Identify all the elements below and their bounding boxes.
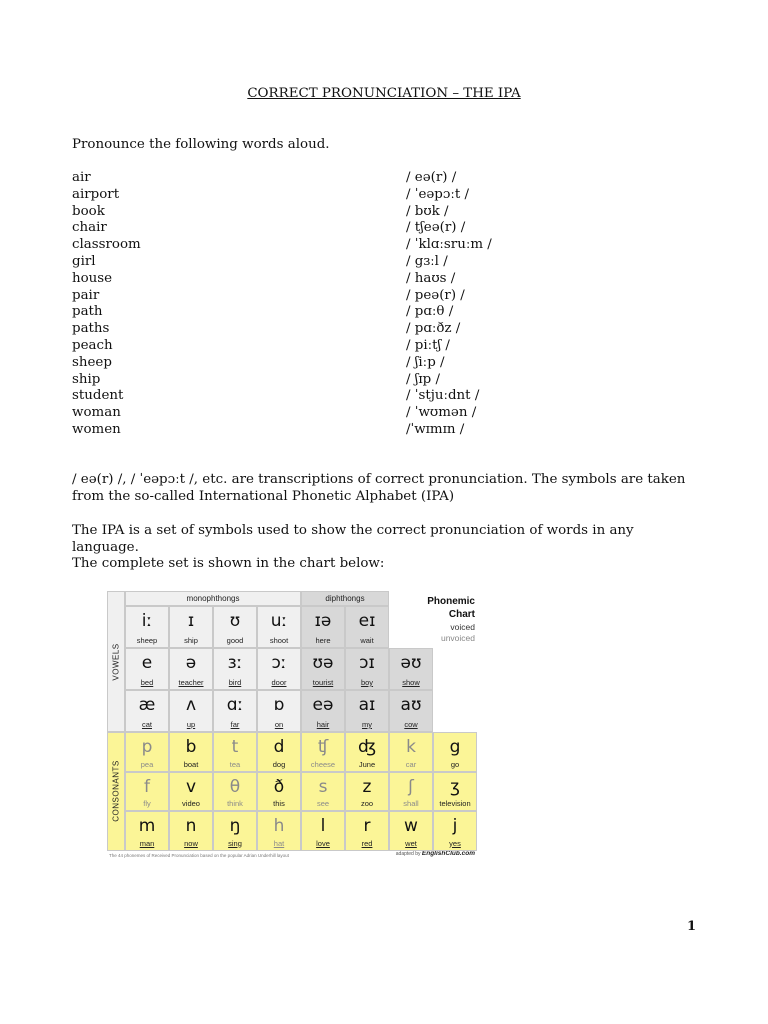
phoneme-cell: [213, 690, 257, 732]
phoneme-cell: [169, 690, 213, 732]
example-word: car: [405, 759, 417, 769]
word: path: [72, 304, 103, 320]
ipa-transcription: / piːtʃ /: [406, 337, 450, 353]
vowels-side-label: [107, 591, 125, 732]
example-word: show: [402, 678, 420, 687]
example-word: hat: [273, 838, 285, 848]
word: woman: [72, 405, 121, 421]
phoneme-symbol: eə: [312, 695, 334, 715]
header-diphthongs: diphthongs: [301, 591, 389, 606]
word-row: [72, 271, 492, 288]
phoneme-cell: [301, 811, 345, 851]
phoneme-cell: [125, 690, 169, 732]
phoneme-symbol: ʃ: [408, 776, 414, 797]
phoneme-symbol: ð: [273, 776, 285, 797]
example-word: teacher: [178, 678, 204, 687]
phoneme-cell: [301, 648, 345, 690]
phoneme-symbol: ɪ: [187, 611, 195, 631]
englishclub-logo: EnglishClub.com: [421, 850, 475, 857]
word-row: [72, 321, 492, 338]
phoneme-symbol: iː: [141, 611, 153, 631]
phoneme-cell: [433, 732, 477, 772]
phoneme-symbol: ɜː: [227, 653, 243, 673]
word-row: [72, 237, 492, 254]
phoneme-symbol: ʌ: [185, 695, 197, 715]
phoneme-symbol: ɒ: [273, 695, 285, 715]
phoneme-cell: [169, 732, 213, 772]
ipa-transcription: / gɜːl /: [406, 253, 448, 269]
phoneme-cell: [389, 732, 433, 772]
legend-title-line1: Phonemic: [427, 596, 475, 607]
ipa-transcription: / haʊs /: [406, 270, 456, 286]
word: student: [72, 388, 124, 404]
phoneme-symbol: h: [273, 816, 285, 836]
ipa-transcription: / peə(r) /: [406, 287, 465, 303]
phoneme-symbol: e: [141, 653, 153, 673]
phoneme-symbol: l: [320, 816, 326, 836]
example-word: wait: [360, 636, 374, 645]
phoneme-cell: [345, 648, 389, 690]
phonemic-chart: [107, 591, 479, 861]
phoneme-cell: [169, 772, 213, 812]
paragraph-ipa-definition: The IPA is a set of symbols used to show the correct pronunciation of words in any language.: [72, 523, 634, 555]
example-word: my: [362, 720, 372, 729]
legend-title-line2: Chart: [448, 609, 475, 620]
phoneme-cell: [125, 606, 169, 648]
chart-adapted-by: [396, 850, 475, 857]
example-word: think: [227, 799, 243, 808]
example-word: zoo: [360, 799, 374, 808]
example-word: go: [450, 759, 460, 769]
phoneme-cell: [125, 732, 169, 772]
phoneme-symbol: p: [141, 737, 153, 757]
phoneme-cell: [433, 772, 477, 812]
phoneme-symbol: ʒ: [450, 776, 460, 797]
word: peach: [72, 337, 113, 353]
example-word: red: [361, 838, 373, 848]
chart-credit: The 44 phonemes of Received Pronunciation based on the popular Adrian Underhill layout: [109, 853, 289, 858]
phoneme-symbol: b: [185, 737, 197, 757]
example-word: love: [316, 838, 330, 848]
consonants-side-label: [107, 732, 125, 851]
word-list: [72, 170, 492, 439]
ipa-transcription: / pɑːθ /: [406, 304, 454, 320]
ipa-transcription: / ˈwʊmən /: [406, 405, 477, 421]
phoneme-symbol: j: [452, 816, 458, 836]
phoneme-symbol: ʊ: [229, 611, 241, 631]
example-word: television: [439, 799, 471, 808]
phoneme-symbol: ɔɪ: [359, 653, 375, 673]
word-row: [72, 170, 492, 187]
phoneme-symbol: d: [273, 737, 285, 757]
phoneme-cell: [345, 606, 389, 648]
phoneme-symbol: m: [138, 816, 156, 836]
word-row: [72, 338, 492, 355]
example-word: sheep: [136, 636, 158, 645]
example-word: ship: [184, 636, 198, 645]
example-word: cat: [141, 720, 152, 729]
example-word: up: [186, 720, 196, 729]
word-row: [72, 304, 492, 321]
word: ship: [72, 371, 101, 387]
consonants-label-text: CONSONANTS: [111, 760, 121, 822]
ipa-transcription: / ˈstjuːdnt /: [406, 388, 480, 404]
ipa-transcription: / pɑːðz /: [406, 321, 461, 337]
phoneme-symbol: r: [363, 816, 371, 836]
word-row: [72, 254, 492, 271]
phoneme-cell: [433, 811, 477, 851]
phoneme-cell: [213, 648, 257, 690]
phoneme-symbol: n: [185, 816, 197, 836]
phoneme-symbol: f: [144, 776, 150, 797]
phoneme-symbol: g: [449, 737, 461, 757]
example-word: sing: [228, 838, 242, 848]
example-word: on: [274, 720, 284, 729]
phoneme-symbol: uː: [270, 611, 288, 631]
ipa-transcription: / bʊk /: [406, 203, 449, 219]
phoneme-symbol: z: [362, 776, 372, 797]
phoneme-cell: [389, 811, 433, 851]
word-row: [72, 288, 492, 305]
example-word: dog: [272, 759, 286, 769]
phoneme-symbol: s: [318, 776, 328, 797]
word: girl: [72, 253, 96, 269]
phoneme-cell: [213, 732, 257, 772]
word-row: [72, 422, 492, 439]
example-word: wet: [405, 838, 417, 848]
example-word: tea: [229, 759, 241, 769]
ipa-transcription: / ˈeəpɔːt /: [406, 186, 470, 202]
phoneme-symbol: eɪ: [358, 611, 376, 631]
phoneme-cell: [389, 772, 433, 812]
word-row: [72, 388, 492, 405]
phoneme-cell: [345, 732, 389, 772]
phoneme-symbol: ʧ: [317, 737, 329, 757]
phoneme-symbol: ɑː: [226, 695, 244, 715]
phoneme-cell: [125, 648, 169, 690]
phoneme-symbol: aɪ: [358, 695, 376, 715]
paragraph-chart-intro: The complete set is shown in the chart below:: [72, 556, 385, 571]
ipa-transcription: / ʃɪp /: [406, 371, 441, 387]
legend-unvoiced: unvoiced: [440, 633, 475, 643]
example-word: bird: [228, 678, 242, 687]
phoneme-symbol: əʊ: [400, 653, 422, 673]
phoneme-cell: [301, 690, 345, 732]
word: air: [72, 170, 91, 185]
example-word: boy: [360, 678, 374, 687]
ipa-transcription: / eə(r) /: [406, 170, 457, 185]
example-word: tourist: [312, 678, 334, 687]
phoneme-cell: [257, 606, 301, 648]
phoneme-cell: [345, 772, 389, 812]
phoneme-symbol: k: [406, 737, 416, 757]
phoneme-symbol: aʊ: [400, 695, 422, 715]
ipa-transcription: / tʃeə(r) /: [406, 220, 466, 236]
word: pair: [72, 287, 100, 303]
word: airport: [72, 186, 120, 202]
example-word: shoot: [269, 636, 289, 645]
example-word: hair: [316, 720, 330, 729]
word-row: [72, 405, 492, 422]
page-number: 1: [687, 919, 697, 934]
phoneme-cell: [169, 606, 213, 648]
phoneme-symbol: ɔː: [271, 653, 287, 673]
phoneme-cell: [213, 606, 257, 648]
word: book: [72, 203, 105, 219]
example-word: cheese: [310, 759, 336, 769]
phoneme-symbol: ŋ: [229, 816, 241, 836]
phoneme-symbol: v: [185, 776, 197, 797]
phoneme-symbol: æ: [138, 695, 156, 715]
legend-title: [427, 595, 475, 621]
phoneme-cell: [389, 648, 433, 690]
word: chair: [72, 220, 107, 236]
header-monophthongs: monophthongs: [125, 591, 301, 606]
example-word: video: [182, 799, 200, 808]
example-word: boat: [183, 759, 199, 769]
example-word: man: [139, 838, 155, 848]
word-row: [72, 204, 492, 221]
word: sheep: [72, 354, 112, 370]
phoneme-symbol: ə: [185, 653, 197, 673]
phoneme-cell: [257, 690, 301, 732]
example-word: now: [184, 838, 198, 848]
phoneme-cell: [345, 811, 389, 851]
phoneme-symbol: ʤ: [358, 737, 376, 757]
word: women: [72, 421, 121, 437]
phoneme-cell: [301, 606, 345, 648]
adapted-by-text: adapted by: [395, 851, 421, 857]
example-word: this: [273, 799, 285, 808]
example-word: pea: [140, 759, 154, 769]
phoneme-cell: [213, 811, 257, 851]
phoneme-cell: [257, 648, 301, 690]
phoneme-cell: [257, 732, 301, 772]
example-word: door: [271, 678, 287, 687]
phoneme-cell: [213, 772, 257, 812]
phoneme-symbol: ʊə: [312, 653, 334, 673]
phoneme-cell: [345, 690, 389, 732]
example-word: see: [316, 799, 330, 808]
phoneme-symbol: θ: [229, 776, 241, 797]
vowels-label-text: VOWELS: [111, 642, 121, 681]
word: classroom: [72, 237, 141, 253]
ipa-transcription: / ˈklɑːsruːm /: [406, 237, 492, 253]
example-word: yes: [449, 838, 461, 848]
phoneme-symbol: w: [404, 816, 418, 836]
legend-voiced: voiced: [450, 622, 475, 632]
paragraph-transcriptions: / eə(r) /, / ˈeəpɔːt /, etc. are transcriptions of correct pronunciation. The symbols are taken from the so-called International Phonetic Alphabet (IPA): [72, 472, 686, 504]
phoneme-cell: [257, 811, 301, 851]
phoneme-symbol: t: [231, 737, 239, 757]
example-word: bed: [140, 678, 154, 687]
phoneme-cell: [257, 772, 301, 812]
word-row: [72, 372, 492, 389]
example-word: June: [358, 759, 376, 769]
word-row: [72, 355, 492, 372]
example-word: good: [226, 636, 244, 645]
phoneme-cell: [389, 690, 433, 732]
word: paths: [72, 321, 110, 337]
example-word: cow: [404, 720, 418, 729]
phoneme-cell: [169, 811, 213, 851]
phoneme-cell: [169, 648, 213, 690]
example-word: fly: [143, 799, 151, 808]
ipa-transcription: / ʃiːp /: [406, 354, 445, 370]
page-title: CORRECT PRONUNCIATION – THE IPA: [247, 86, 521, 101]
phoneme-cell: [125, 772, 169, 812]
ipa-transcription: /ˈwɪmɪn /: [406, 421, 465, 437]
word-row: [72, 220, 492, 237]
example-word: here: [315, 636, 331, 645]
word-row: [72, 187, 492, 204]
phoneme-cell: [301, 772, 345, 812]
intro-text: Pronounce the following words aloud.: [72, 137, 330, 152]
phoneme-cell: [125, 811, 169, 851]
example-word: far: [230, 720, 240, 729]
example-word: shall: [403, 799, 419, 808]
phoneme-symbol: ɪə: [314, 611, 332, 631]
word: house: [72, 270, 113, 286]
phoneme-cell: [301, 732, 345, 772]
